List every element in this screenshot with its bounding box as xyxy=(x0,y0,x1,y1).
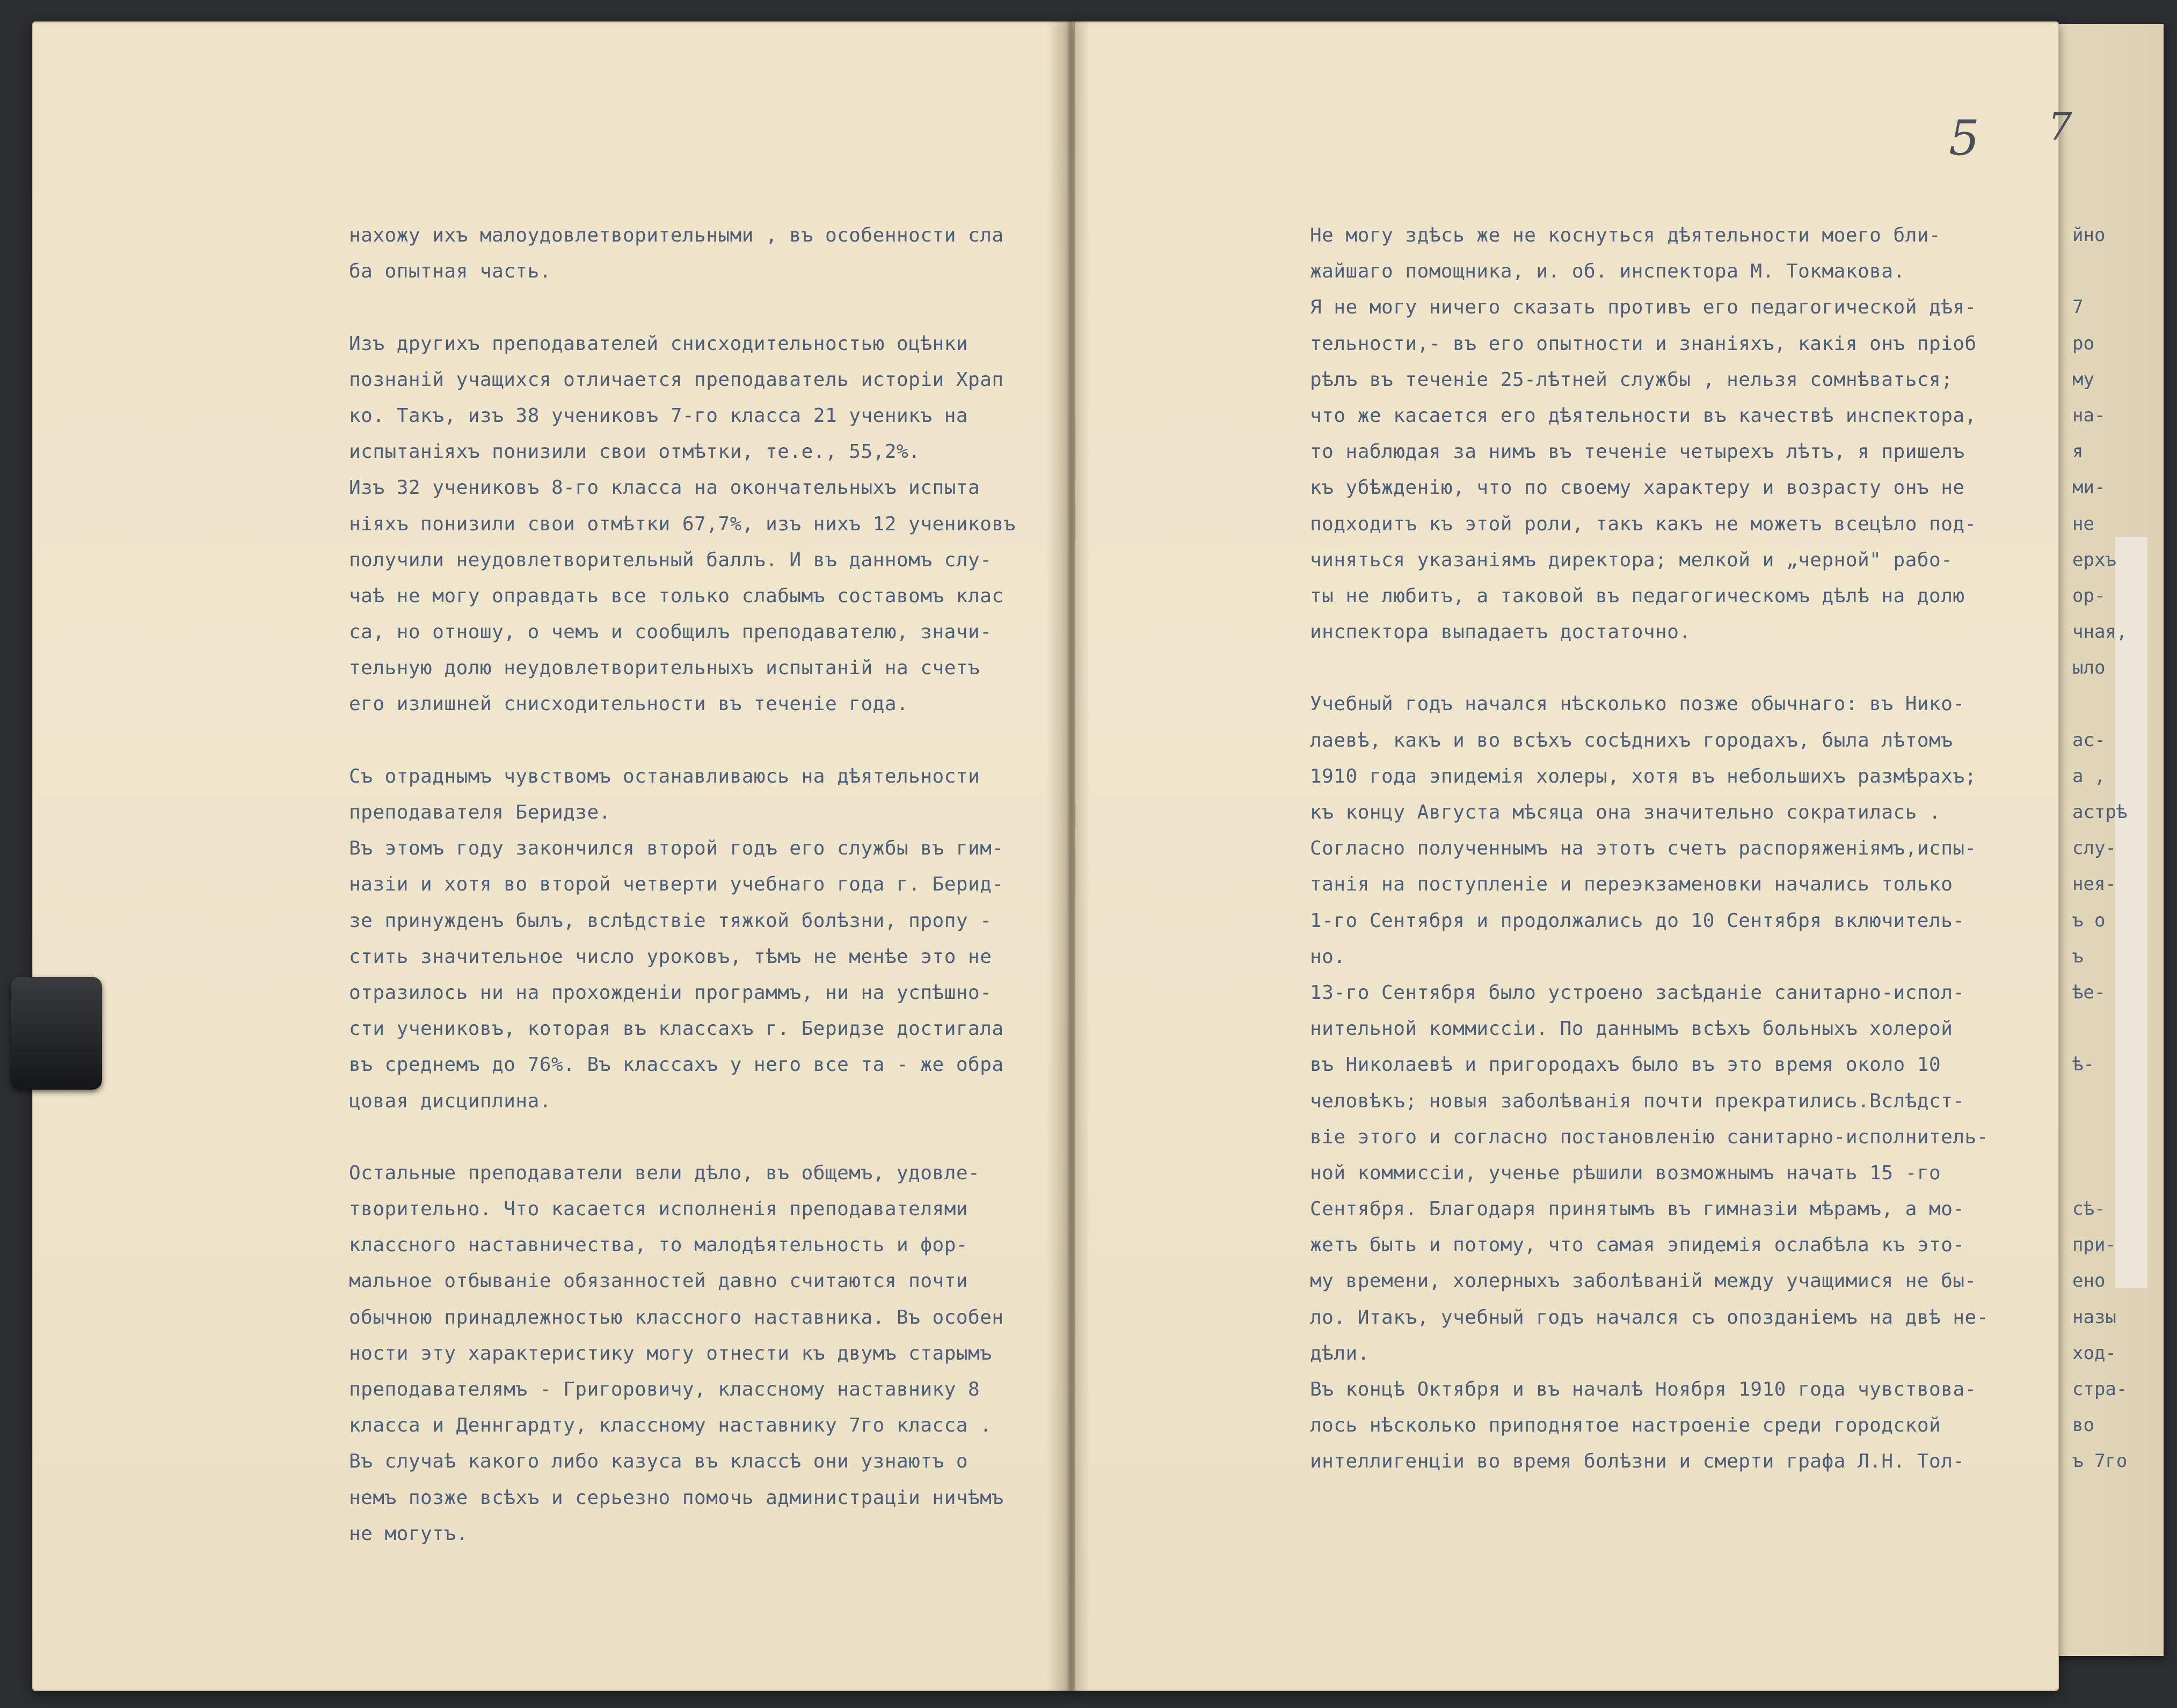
text-line: Изъ 32 учениковъ 8-го класса на окончательныхъ испыта xyxy=(349,477,980,499)
text-line: назы xyxy=(2072,1306,2116,1328)
paragraph-gap xyxy=(2072,686,2127,722)
text-line: нея- xyxy=(2072,873,2116,895)
text-line: Учебный годъ начался нѣсколько позже обычнаго: въ Нико- xyxy=(1310,693,1965,716)
text-line: интеллигенціи во время болѣзни и смерти графа Л.Н. Тол- xyxy=(1310,1450,1965,1473)
text-line: не xyxy=(2072,513,2094,535)
text-line: ніяхъ понизили свои отмѣтки 67,7%, изъ нихъ 12 учениковъ xyxy=(349,513,1016,535)
text-line: но. xyxy=(1310,945,1346,968)
text-line: слу- xyxy=(2072,837,2116,859)
text-line: къ убѣжденію, что по своему характеру и возрасту онъ не xyxy=(1310,477,1965,499)
text-line: отразилось ни на прохожденіи программъ, ни на успѣшно- xyxy=(349,981,992,1004)
paragraph-gap xyxy=(2072,253,2127,289)
text-line: лось нѣсколько приподнятое настроеніе среди городской xyxy=(1310,1414,1941,1437)
text-line: 1910 года эпидемія холеры, хотя въ небольшихъ размѣрахъ; xyxy=(1310,765,1977,787)
text-line: ѣе- xyxy=(2072,981,2106,1003)
text-line: астрѣ xyxy=(2072,801,2128,823)
text-line: получили неудовлетворительный баллъ. И въ данномъ слу- xyxy=(349,549,992,571)
text-line: му xyxy=(2072,368,2094,390)
text-line: чная, xyxy=(2072,621,2128,643)
text-line: ерхъ xyxy=(2072,549,2116,571)
text-line: ъ о xyxy=(2072,909,2106,931)
paragraph-gap xyxy=(2072,1011,2127,1047)
text-line: инспектора выпадаетъ достаточно. xyxy=(1310,621,1691,644)
text-line: ъ xyxy=(2072,945,2084,967)
text-line: йно xyxy=(2072,224,2106,246)
text-line: зе принужденъ былъ, вслѣдствіе тяжкой болѣзни, пропу - xyxy=(349,909,992,932)
text-line: ло. Итакъ, учебный годъ начался съ опозданіемъ на двѣ не- xyxy=(1310,1306,1989,1329)
paragraph-gap xyxy=(349,722,1016,758)
text-line: въ Николаевѣ и пригородахъ было въ это время около 10 xyxy=(1310,1054,1941,1076)
text-line: человѣкъ; новыя заболѣванія почти прекратились.Вслѣдст- xyxy=(1310,1090,1965,1112)
page-number-handwritten-secondary: 7 xyxy=(2048,105,2072,149)
text-line: Въ случаѣ какого либо казуса въ классѣ они узнаютъ о xyxy=(349,1450,969,1473)
text-line: ко. Такъ, изъ 38 учениковъ 7-го класса 21 ученикъ на xyxy=(349,404,969,427)
text-line: рѣлъ въ теченіе 25-лѣтней службы , нельзя сомнѣваться; xyxy=(1310,368,1953,391)
text-line: жетъ быть и потому, что самая эпидемія ослабѣла къ это- xyxy=(1310,1234,1965,1257)
text-line: ро xyxy=(2072,332,2094,354)
text-line: ми- xyxy=(2072,477,2106,499)
text-line: сѣ- xyxy=(2072,1198,2106,1220)
text-line: сти учениковъ, которая въ классахъ г. Беридзе достигала xyxy=(349,1018,1004,1040)
text-line: не могутъ. xyxy=(349,1522,468,1545)
text-line: нахожу ихъ малоудовлетворительными , въ особенности сла xyxy=(349,224,1004,246)
binding-clip xyxy=(11,977,102,1090)
book-spine xyxy=(1047,21,1090,1691)
text-line: мальное отбываніе обязанностей давно считаются почти xyxy=(349,1270,969,1293)
text-line: Изъ другихъ преподавателей снисходительностью оцѣнки xyxy=(349,332,969,355)
left-page-typed-text xyxy=(349,217,1016,1552)
text-line: чаѣ не могу оправдать все только слабымъ составомъ клас xyxy=(349,585,1004,607)
right-page-typed-text xyxy=(1310,217,1989,1480)
text-line: при- xyxy=(2072,1234,2116,1256)
paragraph-gap xyxy=(2072,1155,2127,1191)
text-line: ор- xyxy=(2072,585,2106,607)
text-line: дѣли. xyxy=(1310,1342,1370,1364)
paragraph-gap xyxy=(349,1119,1016,1155)
text-line: ыло xyxy=(2072,657,2106,679)
text-line: чиняться указаніямъ директора; мелкой и „черной" рабо- xyxy=(1310,549,1953,571)
text-line: преподавателя Беридзе. xyxy=(349,801,611,823)
text-line: тельную долю неудовлетворительныхъ испытаній на счетъ xyxy=(349,657,980,680)
text-line: ной коммиссіи, ученье рѣшили возможнымъ начать 15 -го xyxy=(1310,1162,1941,1184)
text-line: преподавателямъ - Григоровичу, классному наставнику 8 xyxy=(349,1378,980,1400)
text-line: ности эту характеристику могу отнести къ двумъ старымъ xyxy=(349,1342,992,1364)
text-line: класса и Деннгардту, классному наставнику 7го класса . xyxy=(349,1414,992,1437)
text-line: немъ позже всѣхъ и серьезно помочь администраціи ничѣмъ xyxy=(349,1486,1004,1509)
text-line: познаній учащихся отличается преподаватель исторіи Храп xyxy=(349,368,1004,391)
text-line: Въ концѣ Октября и въ началѣ Ноября 1910 года чувствова- xyxy=(1310,1378,1977,1400)
text-line: въ среднемъ до 76%. Въ классахъ у него все та - же обра xyxy=(349,1054,1004,1076)
text-line: ба опытная часть. xyxy=(349,260,551,283)
text-line: стра- xyxy=(2072,1378,2128,1400)
text-line: на- xyxy=(2072,404,2106,426)
paragraph-gap xyxy=(2072,1083,2127,1119)
text-line: а , xyxy=(2072,765,2106,787)
text-line: что же касается его дѣятельности въ качествѣ инспектора, xyxy=(1310,404,1977,427)
page-number-handwritten: 5 xyxy=(1949,110,1980,166)
paragraph-gap xyxy=(349,289,1016,325)
text-line: то наблюдая за нимъ въ теченіе четырехъ лѣтъ, я пришелъ xyxy=(1310,441,1965,463)
text-line: ты не любитъ, а таковой въ педагогическомъ дѣлѣ на долю xyxy=(1310,585,1965,607)
text-line: 13-го Сентября было устроено засѣданіе санитарно-испол- xyxy=(1310,981,1965,1004)
text-line: са, но отношу, о чемъ и сообщилъ преподавателю, значи- xyxy=(349,621,992,644)
text-line: Съ отраднымъ чувствомъ останавливаюсь на дѣятельности xyxy=(349,765,980,787)
text-line: тельности,- въ его опытности и знаніяхъ, какія онъ пріоб xyxy=(1310,332,1977,355)
text-line: лаевѣ, какъ и во всѣхъ сосѣднихъ городахъ, была лѣтомъ xyxy=(1310,729,1953,751)
text-line: віе этого и согласно постановленію санитарно-исполнитель- xyxy=(1310,1126,1989,1148)
text-line: Не могу здѣсь же не коснуться дѣятельности моего бли- xyxy=(1310,224,1941,246)
text-line: назіи и хотя во второй четверти учебнаго года г. Берид- xyxy=(349,873,1004,896)
underlying-sheet-text-fragments xyxy=(2072,217,2127,1480)
text-line: ход- xyxy=(2072,1342,2116,1364)
text-line: подходитъ къ этой роли, такъ какъ не можетъ всецѣло под- xyxy=(1310,513,1977,535)
text-line: Въ этомъ году закончился второй годъ его службы въ гим- xyxy=(349,837,1004,860)
text-line: Согласно полученнымъ на этотъ счетъ распоряженіямъ,испы- xyxy=(1310,837,1977,860)
text-line: творительно. Что касается исполненія преподавателями xyxy=(349,1198,969,1221)
text-line: Сентября. Благодаря принятымъ въ гимназіи мѣрамъ, а мо- xyxy=(1310,1198,1965,1221)
text-line: жайшаго помощника, и. об. инспектора М. Токмакова. xyxy=(1310,260,1905,283)
text-line: къ концу Августа мѣсяца она значительно сократилась . xyxy=(1310,801,1941,823)
text-line: 7 xyxy=(2072,296,2084,318)
text-line: 1-го Сентября и продолжались до 10 Сентября включитель- xyxy=(1310,909,1965,932)
text-line: ъ 7го xyxy=(2072,1450,2128,1472)
text-line: я xyxy=(2072,441,2084,463)
text-line: нительной коммиссіи. По даннымъ всѣхъ больныхъ холерой xyxy=(1310,1018,1953,1040)
text-line: стить значительное число уроковъ, тѣмъ не менѣе это не xyxy=(349,945,992,968)
paragraph-gap xyxy=(1310,650,1989,686)
text-line: цовая дисциплина. xyxy=(349,1090,551,1112)
text-line: во xyxy=(2072,1414,2094,1436)
text-line: ѣ- xyxy=(2072,1054,2094,1076)
text-line: Я не могу ничего сказать противъ его педагогической дѣя- xyxy=(1310,296,1977,319)
text-line: танія на поступленіе и переэкзаменовки начались только xyxy=(1310,873,1953,896)
text-line: му времени, холерныхъ заболѣваній между учащимися не бы- xyxy=(1310,1270,1977,1293)
text-line: обычною принадлежностью классного наставника. Въ особен xyxy=(349,1306,1004,1329)
text-line: Остальные преподаватели вели дѣло, въ общемъ, удовле- xyxy=(349,1162,980,1184)
text-line: его излишней снисходительности въ теченіе года. xyxy=(349,693,909,716)
paragraph-gap xyxy=(2072,1119,2127,1155)
text-line: испытаніяхъ понизили свои отмѣтки, те.е., 55,2%. xyxy=(349,441,921,463)
text-line: ас- xyxy=(2072,729,2106,751)
text-line: классного наставничества, то малодѣятельность и фор- xyxy=(349,1234,969,1257)
text-line: ено xyxy=(2072,1270,2106,1292)
